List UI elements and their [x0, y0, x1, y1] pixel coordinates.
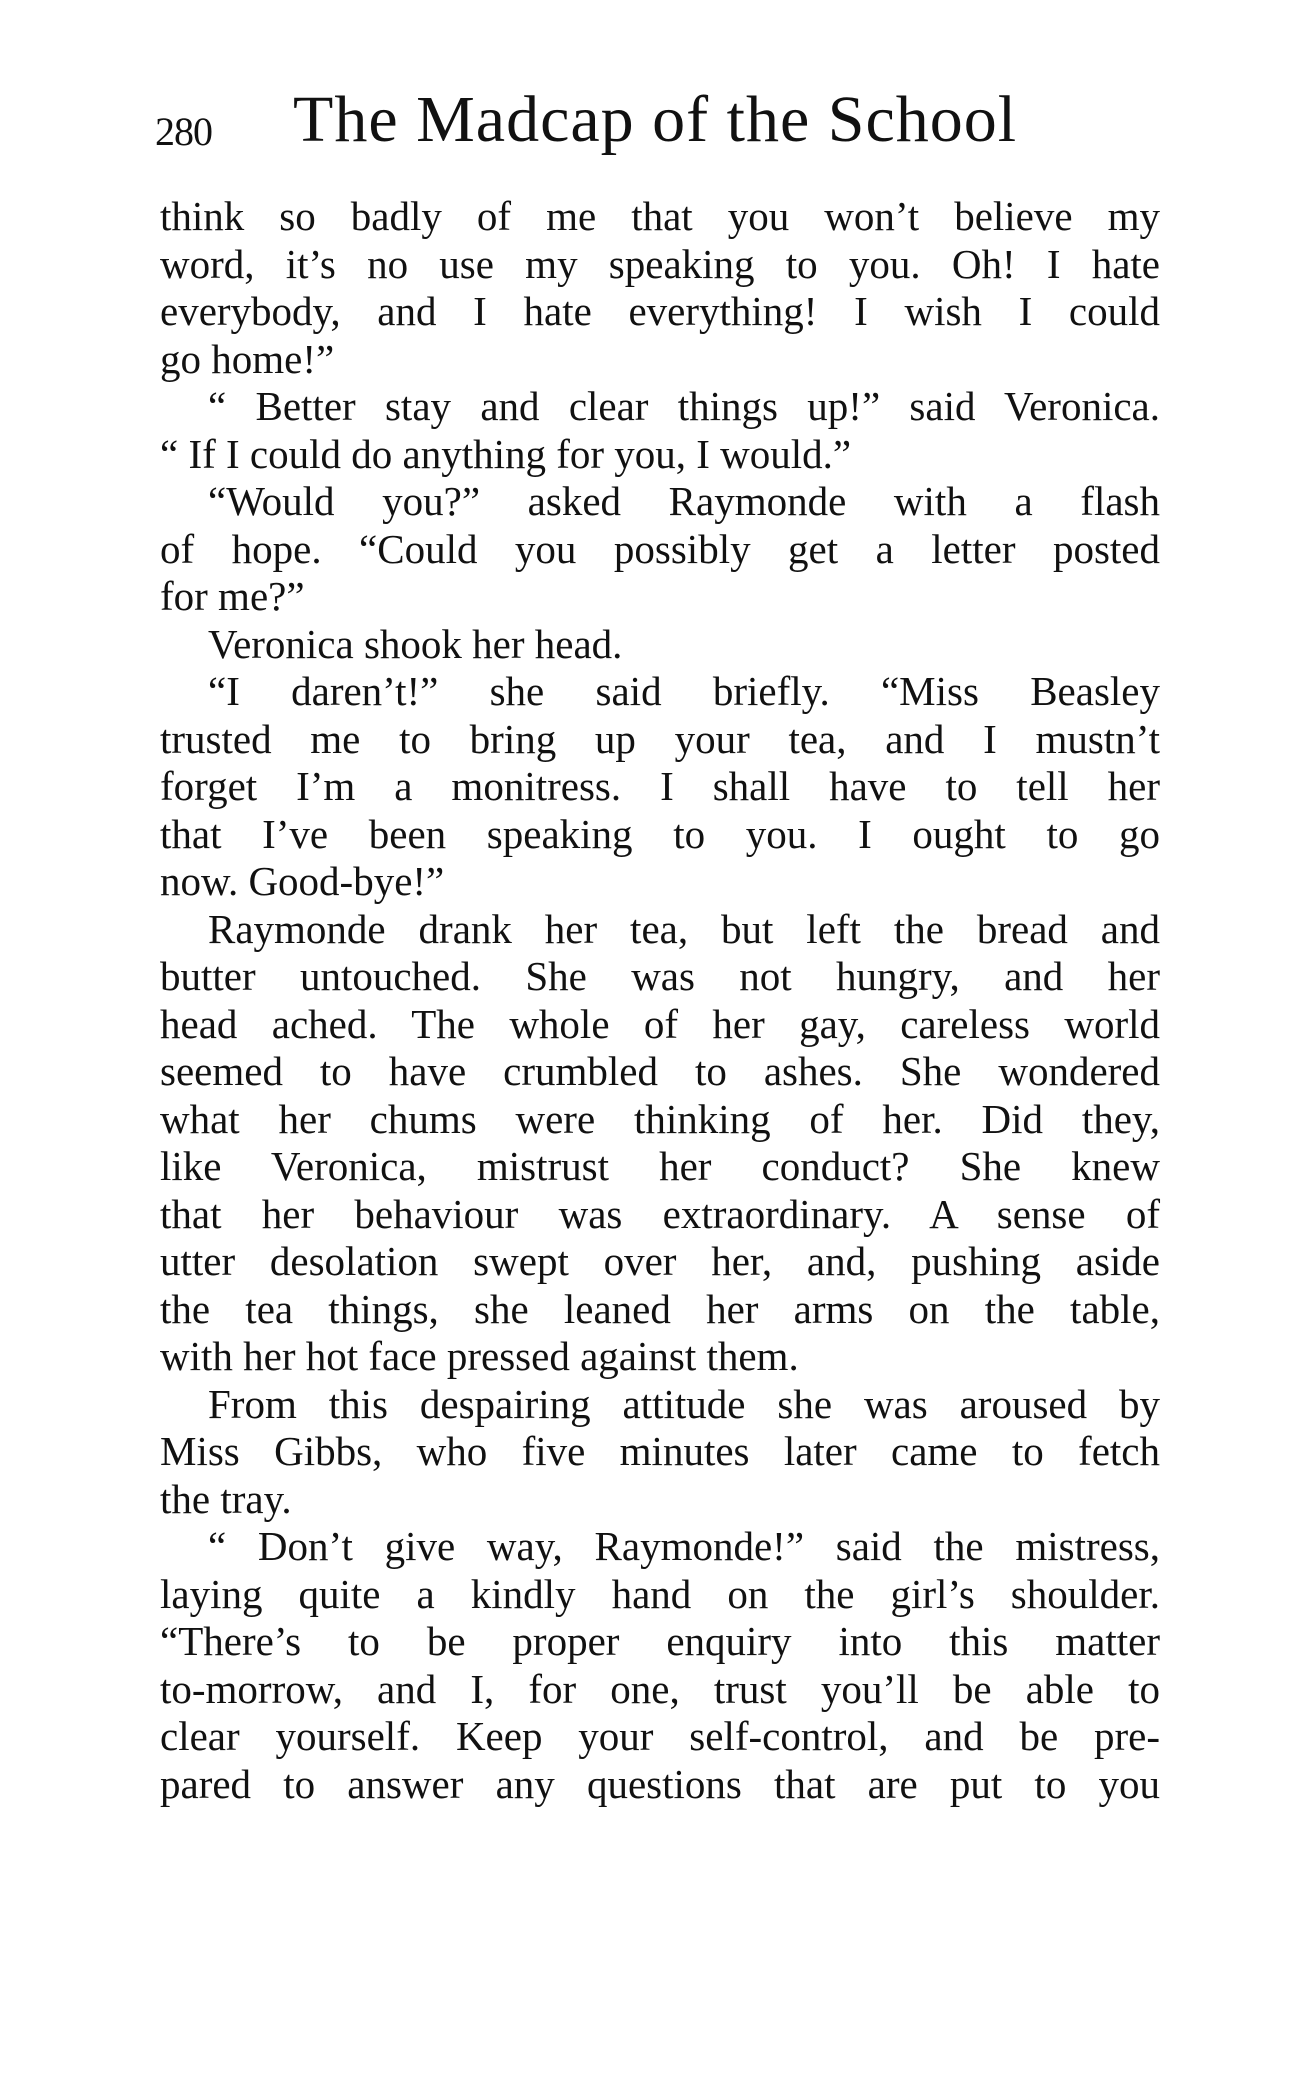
- text-line: forget I’m a monitress. I shall have to tell her: [160, 763, 1160, 809]
- text-line: with her hot face pressed against them.: [160, 1333, 799, 1379]
- text-line: utter desolation swept over her, and, pushing aside: [160, 1238, 1160, 1284]
- text-line: Veronica shook her head.: [208, 620, 623, 667]
- text-line: “ If I could do anything for you, I would.”: [160, 430, 852, 477]
- text-line: “I daren’t!” she said briefly. “Miss Beasley: [208, 668, 1160, 714]
- text-line: pared to answer any questions that are put to you: [160, 1760, 1160, 1807]
- text-line: “ Don’t give way, Raymonde!” said the mistress,: [208, 1523, 1160, 1569]
- text-line: Miss Gibbs, who five minutes later came to fetch: [160, 1428, 1160, 1474]
- text-line: that I’ve been speaking to you. I ought to go: [160, 810, 1160, 857]
- text-line: like Veronica, mistrust her conduct? She knew: [160, 1143, 1160, 1189]
- running-title: The Madcap of the School: [293, 83, 1018, 156]
- text-line: Raymonde drank her tea, but left the bread and: [208, 905, 1160, 952]
- text-line: “ Better stay and clear things up!” said Veronica.: [208, 383, 1160, 429]
- text-line: now. Good-bye!”: [160, 858, 445, 904]
- body-text: [160, 193, 1160, 1808]
- text-line: for me?”: [160, 573, 305, 619]
- text-line: that her behaviour was extraordinary. A sense of: [160, 1190, 1160, 1237]
- text-line: the tray.: [160, 1475, 292, 1522]
- text-line: of hope. “Could you possibly get a letter posted: [160, 525, 1160, 572]
- text-line: butter untouched. She was not hungry, and her: [160, 953, 1160, 999]
- text-line: everybody, and I hate everything! I wish I could: [160, 288, 1160, 334]
- text-line: to-morrow, and I, for one, trust you’ll be able to: [160, 1665, 1160, 1712]
- text-line: what her chums were thinking of her. Did they,: [160, 1095, 1160, 1142]
- text-line: “Would you?” asked Raymonde with a flash: [208, 478, 1160, 524]
- text-line: “There’s to be proper enquiry into this matter: [160, 1618, 1160, 1664]
- text-line: trusted me to bring up your tea, and I mustn’t: [160, 715, 1160, 762]
- text-line: word, it’s no use my speaking to you. Oh! I hate: [160, 240, 1160, 287]
- text-line: From this despairing attitude she was aroused by: [208, 1380, 1160, 1427]
- running-head: [155, 84, 1165, 164]
- text-line: seemed to have crumbled to ashes. She wondered: [160, 1048, 1160, 1094]
- text-line: laying quite a kindly hand on the girl’s shoulder.: [160, 1570, 1160, 1617]
- text-line: think so badly of me that you won’t believe my: [160, 193, 1160, 239]
- page-number: 280: [155, 109, 212, 154]
- text-line: head ached. The whole of her gay, careless world: [160, 1000, 1160, 1047]
- text-line: clear yourself. Keep your self-control, and be pre-: [160, 1713, 1160, 1759]
- text-line: go home!”: [160, 335, 335, 382]
- text-line: the tea things, she leaned her arms on the table,: [160, 1285, 1160, 1332]
